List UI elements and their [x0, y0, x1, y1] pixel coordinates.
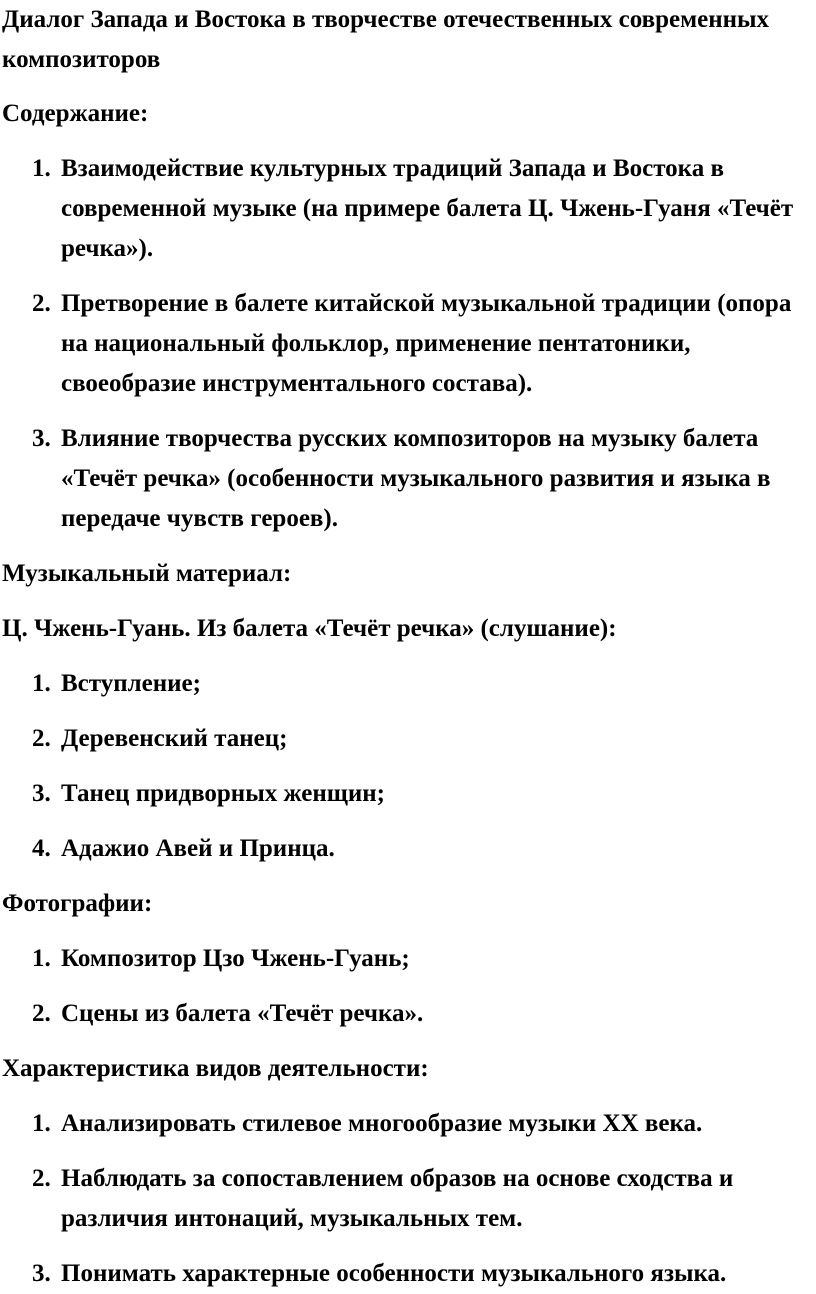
music-list	[2, 664, 814, 869]
list-item-text: Композитор Цзо Чжень-Гуань;	[61, 945, 410, 972]
list-number: 2.	[32, 1165, 51, 1192]
music-subheading: Ц. Чжень-Гуань. Из балета «Течёт речка» (слушание):	[2, 615, 617, 642]
list-number: 1.	[32, 945, 51, 972]
photos-heading: Фотографии:	[2, 890, 153, 917]
content-list	[2, 149, 814, 539]
list-number: 1.	[32, 155, 51, 182]
list-item	[2, 774, 814, 814]
list-item-text: Сцены из балета «Течёт речка».	[61, 1000, 424, 1027]
list-item-text: Понимать характерные особенности музыкального языка.	[61, 1260, 727, 1287]
list-item-text: Взаимодействие культурных традиций Запада и Востока в современной музыке (на примере балета Ц. Чжень-Гуаня «Течёт речка»).	[61, 155, 794, 262]
list-number: 2.	[32, 290, 51, 317]
list-item-text: Влияние творчества русских композиторов на музыку балета «Течёт речка» (особенности музыкального развития и языка в передаче чувств героев).	[61, 425, 771, 532]
content-heading: Содержание:	[2, 100, 149, 127]
list-item	[2, 1159, 814, 1239]
document-page	[2, 0, 814, 1294]
list-item-text: Вступление;	[61, 670, 201, 697]
list-item-text: Танец придворных женщин;	[61, 780, 386, 807]
list-item-text: Анализировать стилевое многообразие музыки XX века.	[61, 1110, 703, 1137]
activities-heading: Характеристика видов деятельности:	[2, 1055, 429, 1082]
list-number: 3.	[32, 780, 51, 807]
list-item	[2, 829, 814, 869]
list-item	[2, 939, 814, 979]
list-number: 4.	[32, 835, 51, 862]
list-item	[2, 1104, 814, 1144]
list-number: 1.	[32, 670, 51, 697]
list-item	[2, 419, 814, 539]
list-number: 3.	[32, 1260, 51, 1287]
list-item-text: Наблюдать за сопоставлением образов на основе сходства и различия интонаций, музыкальных тем.	[61, 1165, 734, 1232]
list-item-text: Адажио Авей и Принца.	[61, 835, 335, 862]
list-number: 3.	[32, 425, 51, 452]
list-number: 2.	[32, 725, 51, 752]
photos-list	[2, 939, 814, 1034]
activities-list	[2, 1104, 814, 1294]
list-item-text: Претворение в балете китайской музыкальной традиции (опора на национальный фольклор, применение пентатоники, своеобразие инструментального состава).	[61, 290, 792, 397]
list-item	[2, 664, 814, 704]
list-item	[2, 719, 814, 759]
list-number: 2.	[32, 1000, 51, 1027]
list-item	[2, 1254, 814, 1294]
document-title: Диалог Запада и Востока в творчестве отечественных современных композиторов	[2, 6, 770, 73]
list-item	[2, 149, 814, 269]
list-item	[2, 284, 814, 404]
list-item	[2, 994, 814, 1034]
list-number: 1.	[32, 1110, 51, 1137]
music-heading: Музыкальный материал:	[2, 560, 292, 587]
list-item-text: Деревенский танец;	[61, 725, 288, 752]
